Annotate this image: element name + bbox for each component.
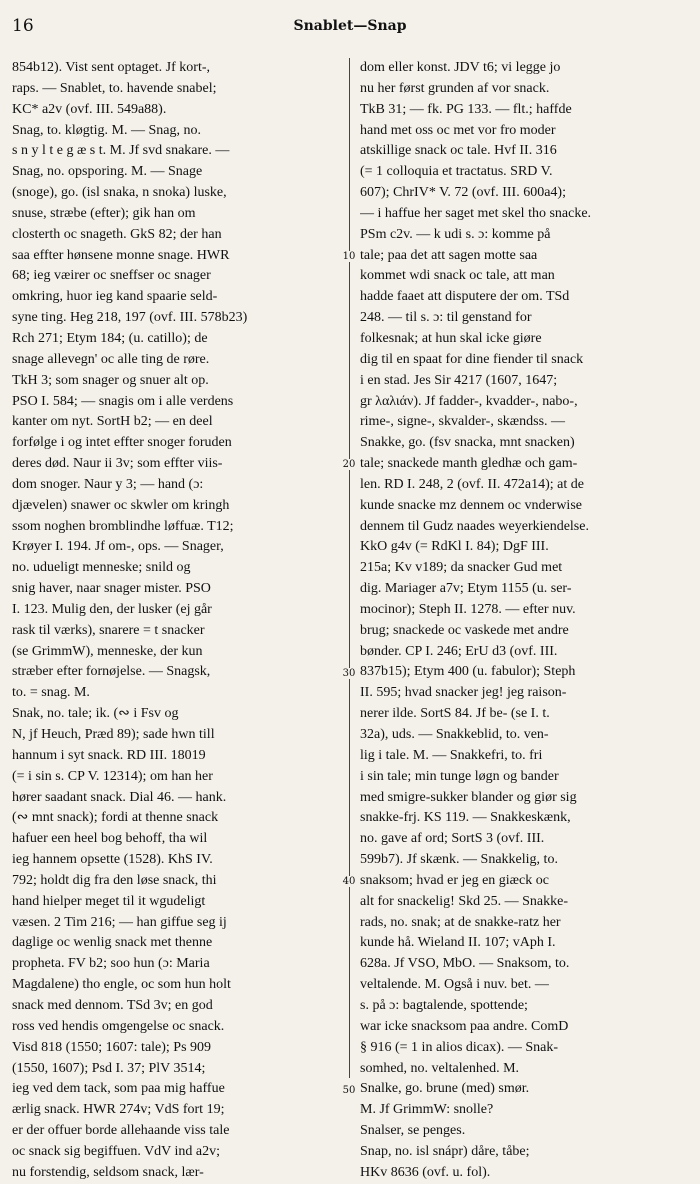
text-line: mocinor); Steph II. 1278. — efter nuv.: [360, 601, 576, 617]
text-line: KC* a2v (ovf. III. 549a88).: [12, 101, 167, 117]
text-line: tale; paa det att sagen motte saa: [360, 247, 538, 263]
text-line: TkH 3; som snager og snuer alt op.: [12, 372, 209, 388]
text-line: med smigre-sukker blander og giør sig: [360, 789, 577, 805]
text-line: PSO I. 584; — snagis om i alle verdens: [12, 393, 234, 409]
text-line: brug; snackede oc vaskede met andre: [360, 622, 569, 638]
text-line: dig. Mariager a7v; Etym 1155 (u. ser-: [360, 581, 572, 597]
text-line: no. udueligt menneske; snild og: [12, 560, 191, 576]
text-line: saa effter hønsene monne snage. HWR: [12, 247, 230, 263]
text-line: forfølge i og intet effter snoger foruden: [12, 435, 232, 451]
text-line: nu forstendig, seldsom snack, lær-: [12, 1164, 204, 1180]
text-line: snack med dennom. TSd 3v; en god: [12, 997, 213, 1013]
line-number: 20: [338, 459, 360, 470]
text-line: snaksom; hvad er jeg en giæck oc: [360, 872, 549, 888]
text-line: Snag, to. kløgtig. M. — Snag, no.: [12, 122, 202, 138]
text-line: (∾ mnt snack); fordi at thenne snack: [12, 810, 219, 826]
text-line: væsen. 2 Tim 216; — han giffue seg ij: [12, 914, 227, 930]
text-line: Magdalene) tho engle, oc som hun holt: [12, 977, 231, 993]
text-line: Rch 271; Etym 184; (u. catillo); de: [12, 330, 208, 346]
text-line: dig til en spaat for dine fiender til snack: [360, 351, 584, 367]
text-line: syne ting. Heg 218, 197 (ovf. III. 578b23): [12, 310, 248, 326]
text-line: hører saadant snack. Dial 46. — hank.: [12, 789, 227, 805]
text-line: ærlig snack. HWR 274v; VdS fort 19;: [12, 1102, 225, 1118]
text-line: atskillige snack oc tale. Hvf II. 316: [360, 143, 557, 159]
line-number-margin: [338, 58, 360, 1096]
text-line: 837b15); Etym 400 (u. fabulor); Steph: [360, 664, 576, 680]
text-line: (= i sin s. CP V. 12314); om han her: [12, 768, 213, 784]
text-line: snage allevegn' oc alle ting de røre.: [12, 351, 210, 367]
text-line: i sin tale; min tunge løgn og bander: [360, 768, 559, 784]
text-line: hand met oss oc met vor fro moder: [360, 122, 556, 138]
text-line: Snalke, go. brune (med) smør.: [360, 1081, 530, 1097]
text-line: hafuer een heel bog behoff, tha wil: [12, 831, 208, 847]
text-line: (= 1 colloquia et tractatus. SRD V.: [360, 164, 553, 180]
text-line: I. 123. Mulig den, der lusker (ej går: [12, 601, 212, 617]
line-number: 10: [338, 251, 360, 262]
text-line: tale; snackede manth gledhæ och gam-: [360, 456, 578, 472]
text-line: II. 595; hvad snacker jeg! jeg raison-: [360, 685, 567, 701]
text-line: s. på ɔ: bagtalende, spottende;: [360, 997, 528, 1013]
text-line: daglige oc wenlig snack met thenne: [12, 935, 213, 951]
text-line: no. gave af ord; SortS 3 (ovf. III.: [360, 831, 545, 847]
text-line: bønder. CP I. 246; ErU d3 (ovf. III.: [360, 643, 558, 659]
text-line: 792; holdt dig fra den løse snack, thi: [12, 872, 217, 888]
text-line: ieg ved dem tack, som paa mig haffue: [12, 1081, 225, 1097]
text-line: snuse, stræbe (efter); gik han om: [12, 205, 196, 221]
text-line: raps. — Snablet, to. havende snabel;: [12, 80, 217, 96]
text-line: (1550, 1607); Psd I. 37; PlV 3514;: [12, 1060, 206, 1076]
text-line: Snag, no. opsporing. M. — Snage: [12, 164, 203, 180]
text-line: N, jf Heuch, Præd 89); sade hwn till: [12, 727, 215, 742]
text-line: snig haver, naar snager mister. PSO: [12, 581, 211, 597]
text-line: folkesnak; at hun skal icke giøre: [360, 330, 542, 346]
text-line: er der offuer borde allehaande viss tale: [12, 1123, 230, 1139]
text-line: rask til værks), snarere = t snacker: [12, 622, 205, 638]
text-line: hand hielper meget til it wgudeligt: [12, 893, 206, 909]
text-line: (se GrimmW), menneske, der kun: [12, 643, 203, 659]
text-line: Snap, no. isl snápr) dåre, tåbe;: [360, 1143, 530, 1159]
text-line: snakke-frj. KS 119. — Snakkeskænk,: [360, 810, 571, 826]
line-number: 50: [338, 1085, 360, 1096]
text-line: 68; ieg væirer oc sneffser oc snager: [12, 268, 211, 284]
text-line: nu her først grunden af vor snack.: [360, 80, 550, 96]
text-line: Snalser, se penges.: [360, 1123, 466, 1139]
text-line: 599b7). Jf skænk. — Snakkelig, to.: [360, 852, 558, 868]
text-line: PSm c2v. — k udi s. ɔ: komme på: [360, 226, 551, 242]
line-number: 40: [338, 876, 360, 887]
text-line: kunde hå. Wieland II. 107; vAph I.: [360, 935, 556, 951]
text-line: 854b12). Vist sent optaget. Jf kort-,: [12, 60, 210, 75]
text-line: alt for snackelig! Skd 25. — Snakke-: [360, 893, 569, 909]
text-line: kanter om nyt. SortH b2; — en deel: [12, 414, 213, 430]
text-line: Visd 818 (1550; 1607: tale); Ps 909: [12, 1039, 212, 1055]
text-line: ieg hannem opsette (1528). KhS IV.: [12, 852, 213, 868]
line-number: 30: [338, 668, 360, 679]
text-line: M. Jf GrimmW: snolle?: [360, 1102, 494, 1118]
text-line: 628a. Jf VSO, MbO. — Snaksom, to.: [360, 956, 570, 972]
text-line: HKv 8636 (ovf. u. fol).: [360, 1164, 491, 1180]
text-line: — i haffue her saget met skel tho snacke.: [360, 205, 592, 221]
text-line: i en stad. Jes Sir 4217 (1607, 1647;: [360, 372, 558, 388]
text-line: oc snack sig begiffuen. VdV ind a2v;: [12, 1143, 221, 1159]
text-line: deres død. Naur ii 3v; som effter viis-: [12, 456, 223, 472]
text-line: 215a; Kv v189; da snacker Gud met: [360, 560, 563, 576]
text-line: hadde faaet att disputere der om. TSd: [360, 289, 570, 305]
text-line: 248. — til s. ɔ: til genstand for: [360, 310, 532, 326]
left-column: [12, 58, 340, 1184]
text-line: djævelen) snawer oc skwler om kringh: [12, 497, 230, 513]
text-line: ssom noghen bromblindhe løffuæ. T12;: [12, 518, 234, 534]
text-line: nerer ilde. SortS 84. Jf be- (se I. t.: [360, 706, 550, 722]
text-line: rads, no. snak; at de snakke-ratz her: [360, 914, 561, 930]
text-line: KkO g4v (= RdKl I. 84); DgF III.: [360, 539, 549, 555]
text-line: lig i tale. M. — Snakkefri, to. fri: [360, 747, 543, 763]
guide-words: Snablet—Snap: [293, 18, 407, 34]
text-line: war icke snacksom paa andre. ComD: [360, 1018, 569, 1034]
text-line: hannum i syt snack. RD III. 18019: [12, 747, 206, 763]
text-line: Snakke, go. (fsv snacka, mnt snacken): [360, 435, 575, 451]
text-line: stræber efter fornøjelse. — Snagsk,: [12, 664, 211, 680]
text-line: Snak, no. tale; ik. (∾ i Fsv og: [12, 706, 179, 722]
text-line: closterth oc snageth. GkS 82; der han: [12, 226, 222, 242]
text-line: Krøyer I. 194. Jf om-, ops. — Snager,: [12, 539, 224, 555]
text-line: 607); ChrIV* V. 72 (ovf. III. 600a4);: [360, 185, 566, 201]
text-line: dom snoger. Naur y 3; — hand (ɔ:: [12, 476, 204, 492]
text-line: propheta. FV b2; soo hun (ɔ: Maria: [12, 956, 210, 972]
text-line: somhed, no. veltalenhed. M.: [360, 1060, 520, 1076]
text-line: § 916 (= 1 in alios dicax). — Snak-: [360, 1039, 559, 1055]
text-line: dennem til Gudz naades weyerkiendelse.: [360, 518, 589, 534]
text-line: gr λαλιάν). Jf fadder-, kvadder-, nabo-,: [360, 393, 578, 409]
page-number: 16: [12, 16, 34, 36]
text-line: to. = snag. M.: [12, 685, 90, 701]
right-column: [360, 58, 696, 1184]
text-line: veltalende. M. Også i nuv. bet. —: [360, 977, 549, 993]
text-line: TkB 31; — fk. PG 133. — flt.; haffde: [360, 101, 572, 117]
text-line: ross ved hendis omgengelse oc snack.: [12, 1018, 225, 1034]
text-line: (snoge), go. (isl snaka, n snoka) luske,: [12, 185, 227, 201]
text-line: rime-, signe-, skvalder-, skændss. —: [360, 414, 566, 430]
text-line: kommet wdi snack oc tale, att man: [360, 268, 555, 284]
text-line: 32a), uds. — Snakkeblid, to. ven-: [360, 727, 549, 742]
text-line: omkring, huor ieg kand spaarie seld-: [12, 289, 218, 305]
text-line: dom eller konst. JDV t6; vi legge jo: [360, 60, 561, 75]
text-line: kunde snacke mz dennem oc vnderwise: [360, 497, 582, 513]
text-line: len. RD I. 248, 2 (ovf. II. 472a14); at de: [360, 476, 584, 492]
text-line: s n y l t e g æ s t. M. Jf svd snakare. —: [12, 143, 230, 159]
